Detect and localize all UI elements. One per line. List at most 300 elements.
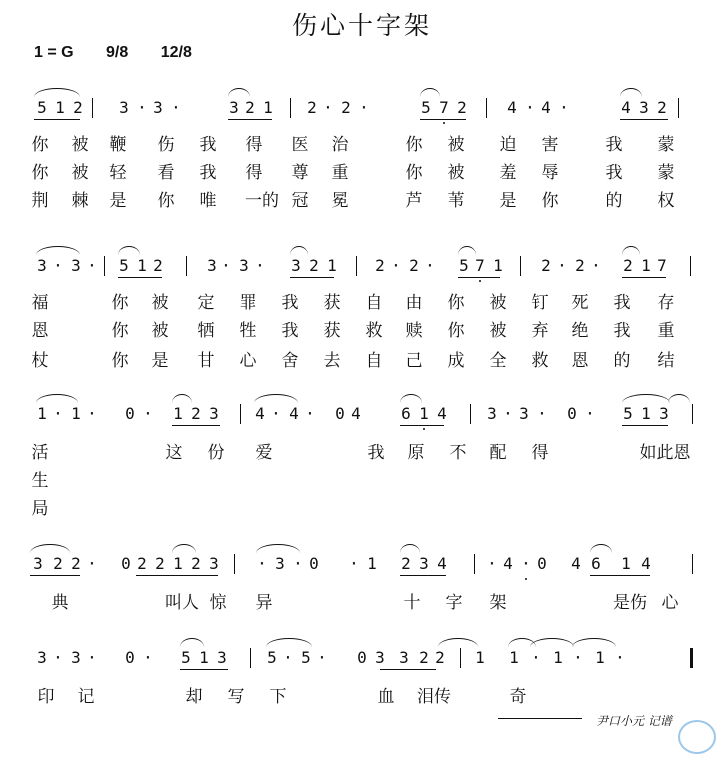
barline (234, 554, 235, 574)
score-note: 1 (173, 554, 183, 573)
slur (34, 88, 80, 97)
lyric-syllable: 是 (151, 351, 169, 371)
score-note: 3 (209, 404, 219, 423)
lyric-syllable: 是伤 (613, 593, 647, 613)
lyric-syllable: 赎 (405, 321, 423, 341)
score-note: 3 (37, 648, 47, 667)
lyric-syllable: 我 (605, 135, 623, 155)
score-note: 3 (487, 404, 497, 423)
lyric-line (0, 346, 724, 372)
score-note: · (283, 648, 293, 667)
lyric-syllable: 一的 (245, 191, 279, 211)
score-note: 3 (239, 256, 249, 275)
lyric-syllable: 羞 (499, 163, 517, 183)
score-note: 0 (125, 648, 135, 667)
lyric-syllable: 弃 (531, 321, 549, 341)
lyric-syllable: 得 (245, 163, 263, 183)
score-note: · (585, 404, 595, 423)
lyric-syllable: 获 (323, 293, 341, 313)
beam-underline (118, 277, 162, 278)
octave-dot (443, 122, 445, 124)
lyric-syllable: 生 (31, 471, 49, 491)
lyric-syllable: 牺 (197, 321, 215, 341)
score-note: 3 (419, 554, 429, 573)
lyric-syllable: 我 (281, 293, 299, 313)
score-note: 4 (507, 98, 517, 117)
lyric-line (0, 682, 724, 708)
lyric-syllable: 己 (405, 351, 423, 371)
lyric-syllable: 甘 (197, 351, 215, 371)
lyric-syllable: 蒙 (657, 163, 675, 183)
lyric-syllable: 唯 (199, 191, 217, 211)
lyric-syllable: 自 (365, 351, 383, 371)
score-note: 3 (209, 554, 219, 573)
lyric-syllable: 自 (365, 293, 383, 313)
barline (460, 648, 461, 668)
slur (590, 544, 612, 553)
lyric-line (0, 130, 724, 156)
lyric-syllable: 写 (227, 687, 245, 707)
signature-line (498, 718, 582, 719)
score-note: · (591, 256, 601, 275)
lyric-syllable: 恩 (31, 321, 49, 341)
beam-underline (180, 669, 228, 670)
lyric-syllable: 是 (109, 191, 127, 211)
beam-underline (34, 119, 80, 120)
lyric-syllable: 记 (77, 687, 95, 707)
lyric-syllable: 爱 (255, 443, 273, 463)
slur (228, 88, 250, 97)
beam-underline (30, 575, 80, 576)
score-note: 0 (357, 648, 367, 667)
score-note: 2 (155, 554, 165, 573)
lyric-syllable: 迫 (499, 135, 517, 155)
lyric-syllable: 蒙 (657, 135, 675, 155)
score-note: 2 (191, 554, 201, 573)
lyric-syllable: 被 (447, 135, 465, 155)
score-note: · (221, 256, 231, 275)
score-note: · (143, 404, 153, 423)
barline (486, 98, 487, 118)
score-note: 4 (351, 404, 361, 423)
slur (668, 394, 690, 403)
key-signature: 1 = G (34, 44, 74, 61)
score-note: 5 (37, 98, 47, 117)
beam-underline (172, 425, 220, 426)
barline (692, 554, 693, 574)
slur (36, 246, 80, 255)
lyric-syllable: 下 (269, 687, 287, 707)
score-note: · (271, 404, 281, 423)
slur (30, 544, 70, 553)
slur (530, 638, 574, 647)
slur (290, 246, 308, 255)
score-note: · (53, 404, 63, 423)
lyric-syllable: 治 (331, 135, 349, 155)
score-note: · (53, 648, 63, 667)
slur (622, 246, 640, 255)
beam-underline (590, 575, 650, 576)
slur (172, 394, 192, 403)
score-note: 1 (641, 256, 651, 275)
lyric-syllable: 救 (365, 321, 383, 341)
lyric-syllable: 获 (323, 321, 341, 341)
lyric-syllable: 的 (605, 191, 623, 211)
beam-underline (228, 119, 272, 120)
score-note: 0 (309, 554, 319, 573)
lyric-line (0, 158, 724, 184)
lyric-syllable: 奇 (509, 687, 527, 707)
score-note: 6 (401, 404, 411, 423)
slur (458, 246, 476, 255)
slur (256, 544, 300, 553)
lyric-syllable: 我 (613, 293, 631, 313)
score-note: 2 (245, 98, 255, 117)
time-signature-2: 12/8 (160, 44, 192, 61)
lyric-line (0, 466, 724, 492)
lyric-syllable: 绝 (571, 321, 589, 341)
score-note: 0 (537, 554, 547, 573)
lyric-syllable: 杖 (31, 351, 49, 371)
lyric-syllable: 你 (157, 191, 175, 211)
score-note: 2 (153, 256, 163, 275)
lyric-syllable: 却 (185, 687, 203, 707)
beam-underline (400, 425, 444, 426)
score-note: · (317, 648, 327, 667)
score-note: · (143, 648, 153, 667)
beam-underline (458, 277, 500, 278)
score-note: 3 (375, 648, 385, 667)
lyric-syllable: 辱 (541, 163, 559, 183)
score-note: 3 (153, 98, 163, 117)
score-note: 2 (341, 98, 351, 117)
lyric-line (0, 494, 724, 520)
lyric-syllable: 叫人 (165, 593, 199, 613)
score-note: 2 (575, 256, 585, 275)
barline (692, 404, 693, 424)
score-note: 1 (641, 404, 651, 423)
score-note: 2 (435, 648, 445, 667)
slur (180, 638, 204, 647)
score-note: · (525, 98, 535, 117)
score-note: 4 (437, 554, 447, 573)
score-note: · (503, 404, 513, 423)
slur (36, 394, 78, 403)
score-note: 2 (419, 648, 429, 667)
score-note: 1 (137, 256, 147, 275)
score-note: · (349, 554, 359, 573)
score-note: 2 (309, 256, 319, 275)
score-note: 2 (401, 554, 411, 573)
lyric-syllable: 鞭 (109, 135, 127, 155)
score-note: 3 (519, 404, 529, 423)
beam-underline (400, 575, 446, 576)
lyric-syllable: 被 (447, 163, 465, 183)
slur (172, 544, 196, 553)
score-note: 1 (595, 648, 605, 667)
score-note: 7 (475, 256, 485, 275)
barline (356, 256, 357, 276)
score-note: · (137, 98, 147, 117)
lyric-syllable: 我 (367, 443, 385, 463)
score-note: 0 (121, 554, 131, 573)
lyric-syllable: 不 (449, 443, 467, 463)
lyric-syllable: 字 (445, 593, 463, 613)
lyric-syllable: 成 (447, 351, 465, 371)
score-note: 3 (71, 256, 81, 275)
score-note: 4 (437, 404, 447, 423)
barline (240, 404, 241, 424)
score-note: · (359, 98, 369, 117)
slur (420, 88, 440, 97)
score-note: 3 (37, 256, 47, 275)
score-note: · (255, 256, 265, 275)
time-signature-1: 9/8 (106, 44, 129, 61)
lyric-syllable: 心 (661, 593, 679, 613)
lyric-syllable: 你 (31, 163, 49, 183)
barline (290, 98, 291, 118)
barline (520, 256, 521, 276)
score-note: · (87, 648, 97, 667)
watermark-logo (678, 720, 716, 754)
score-note: 3 (639, 98, 649, 117)
lyric-syllable: 的 (613, 351, 631, 371)
lyric-syllable: 牲 (239, 321, 257, 341)
lyric-syllable: 钉 (531, 293, 549, 313)
beam-underline (620, 119, 668, 120)
barline (92, 98, 93, 118)
lyric-syllable: 你 (111, 351, 129, 371)
score-note: 5 (119, 256, 129, 275)
barline (250, 648, 251, 668)
lyric-syllable: 你 (447, 293, 465, 313)
lyric-syllable: 被 (151, 293, 169, 313)
lyric-syllable: 你 (541, 191, 559, 211)
lyric-syllable: 得 (531, 443, 549, 463)
beam-underline (420, 119, 466, 120)
score-note: 3 (33, 554, 43, 573)
lyric-syllable: 救 (531, 351, 549, 371)
score-note: 2 (307, 98, 317, 117)
score-note: 4 (289, 404, 299, 423)
slur (400, 544, 420, 553)
score-note: 3 (71, 648, 81, 667)
lyric-syllable: 害 (541, 135, 559, 155)
score-note: 4 (255, 404, 265, 423)
score-note: 2 (191, 404, 201, 423)
score-note: 0 (335, 404, 345, 423)
lyric-syllable: 你 (111, 293, 129, 313)
score-note: · (323, 98, 333, 117)
score-note: 5 (301, 648, 311, 667)
lyric-syllable: 十 (403, 593, 421, 613)
score-note: 1 (37, 404, 47, 423)
lyric-syllable: 结 (657, 351, 675, 371)
score-note: 2 (71, 554, 81, 573)
score-note: 0 (567, 404, 577, 423)
slur (266, 638, 312, 647)
lyric-syllable: 定 (197, 293, 215, 313)
lyric-syllable: 泪传 (417, 687, 451, 707)
score-note: 4 (621, 98, 631, 117)
barline (470, 404, 471, 424)
score-note: 3 (275, 554, 285, 573)
lyric-syllable: 去 (323, 351, 341, 371)
slur (438, 638, 478, 647)
slur (118, 246, 140, 255)
lyric-syllable: 心 (239, 351, 257, 371)
score-note: · (531, 648, 541, 667)
lyric-syllable: 我 (199, 163, 217, 183)
score-note: · (87, 256, 97, 275)
beam-underline (622, 425, 668, 426)
lyric-syllable: 医 (291, 135, 309, 155)
lyric-syllable: 惊 (209, 593, 227, 613)
lyric-syllable: 尊 (291, 163, 309, 183)
score-note: 1 (553, 648, 563, 667)
score-note: 2 (657, 98, 667, 117)
score-note: · (171, 98, 181, 117)
slur (254, 394, 298, 403)
lyric-syllable: 权 (657, 191, 675, 211)
lyric-syllable: 如此恩 (639, 443, 691, 463)
lyric-line (0, 588, 724, 614)
barline (104, 256, 105, 276)
lyric-syllable: 棘 (71, 191, 89, 211)
lyric-syllable: 印 (37, 687, 55, 707)
lyric-syllable: 我 (613, 321, 631, 341)
score-note: 3 (119, 98, 129, 117)
beam-underline (622, 277, 666, 278)
lyric-syllable: 我 (605, 163, 623, 183)
lyric-line (0, 316, 724, 342)
score-note: 2 (457, 98, 467, 117)
score-note: 5 (623, 404, 633, 423)
barline (186, 256, 187, 276)
lyric-syllable: 伤 (157, 135, 175, 155)
score-note: 1 (173, 404, 183, 423)
octave-dot (479, 280, 481, 282)
lyric-syllable: 轻 (109, 163, 127, 183)
lyric-syllable: 冠 (291, 191, 309, 211)
score-note: 2 (53, 554, 63, 573)
slur (620, 88, 642, 97)
lyric-syllable: 冕 (331, 191, 349, 211)
lyric-syllable: 看 (157, 163, 175, 183)
lyric-syllable: 配 (489, 443, 507, 463)
lyric-syllable: 苇 (447, 191, 465, 211)
octave-dot (525, 578, 527, 580)
lyric-syllable: 福 (31, 293, 49, 313)
score-note: 1 (199, 648, 209, 667)
score-note: 2 (409, 256, 419, 275)
lyric-syllable: 存 (657, 293, 675, 313)
lyric-syllable: 活 (31, 443, 49, 463)
octave-dot (423, 428, 425, 430)
score-note: 2 (137, 554, 147, 573)
lyric-line (0, 288, 724, 314)
score-note: 5 (267, 648, 277, 667)
song-meta (34, 44, 220, 62)
beam-underline (290, 277, 334, 278)
barline (690, 648, 693, 668)
lyric-syllable: 原 (407, 443, 425, 463)
score-note: 4 (571, 554, 581, 573)
lyric-syllable: 你 (111, 321, 129, 341)
slur (572, 638, 616, 647)
beam-underline (380, 669, 436, 670)
score-note: 7 (439, 98, 449, 117)
score-note: · (305, 404, 315, 423)
signature: 尹口小元 记谱 (596, 714, 672, 728)
score-note: 1 (55, 98, 65, 117)
barline (690, 256, 691, 276)
lyric-syllable: 全 (489, 351, 507, 371)
lyric-syllable: 被 (151, 321, 169, 341)
lyric-syllable: 局 (31, 499, 49, 519)
score-note: 2 (73, 98, 83, 117)
score-note: 4 (641, 554, 651, 573)
score-note: 1 (475, 648, 485, 667)
score-note: · (87, 404, 97, 423)
barline (474, 554, 475, 574)
score-note: · (257, 554, 267, 573)
score-note: 3 (659, 404, 669, 423)
score-note: 4 (541, 98, 551, 117)
lyric-syllable: 你 (405, 163, 423, 183)
beam-underline (136, 575, 218, 576)
lyric-syllable: 罪 (239, 293, 257, 313)
lyric-syllable: 重 (331, 163, 349, 183)
slur (622, 394, 670, 403)
score-note: · (537, 404, 547, 423)
score-note: 3 (229, 98, 239, 117)
score-note: 3 (217, 648, 227, 667)
score-note: 1 (263, 98, 273, 117)
lyric-syllable: 架 (489, 593, 507, 613)
lyric-syllable: 典 (51, 593, 69, 613)
lyric-syllable: 我 (199, 135, 217, 155)
score-note: 1 (327, 256, 337, 275)
lyric-syllable: 舍 (281, 351, 299, 371)
score-note: 1 (509, 648, 519, 667)
score-note: 1 (621, 554, 631, 573)
score-note: 5 (181, 648, 191, 667)
lyric-syllable: 是 (499, 191, 517, 211)
score-note: 1 (367, 554, 377, 573)
lyric-syllable: 你 (405, 135, 423, 155)
score-note: 3 (207, 256, 217, 275)
lyric-syllable: 份 (207, 443, 225, 463)
lyric-syllable: 被 (489, 321, 507, 341)
song-title: 伤心十字架 (291, 11, 432, 40)
score-note: 4 (503, 554, 513, 573)
lyric-line (0, 186, 724, 212)
score-note: · (615, 648, 625, 667)
score-note: 1 (493, 256, 503, 275)
lyric-syllable: 荆 (31, 191, 49, 211)
score-note: · (53, 256, 63, 275)
score-note: 5 (421, 98, 431, 117)
score-note: · (559, 98, 569, 117)
lyric-syllable: 你 (31, 135, 49, 155)
lyric-syllable: 得 (245, 135, 263, 155)
lyric-syllable: 异 (255, 593, 273, 613)
lyric-syllable: 你 (447, 321, 465, 341)
lyric-syllable: 被 (71, 135, 89, 155)
score-note: · (573, 648, 583, 667)
lyric-syllable: 重 (657, 321, 675, 341)
